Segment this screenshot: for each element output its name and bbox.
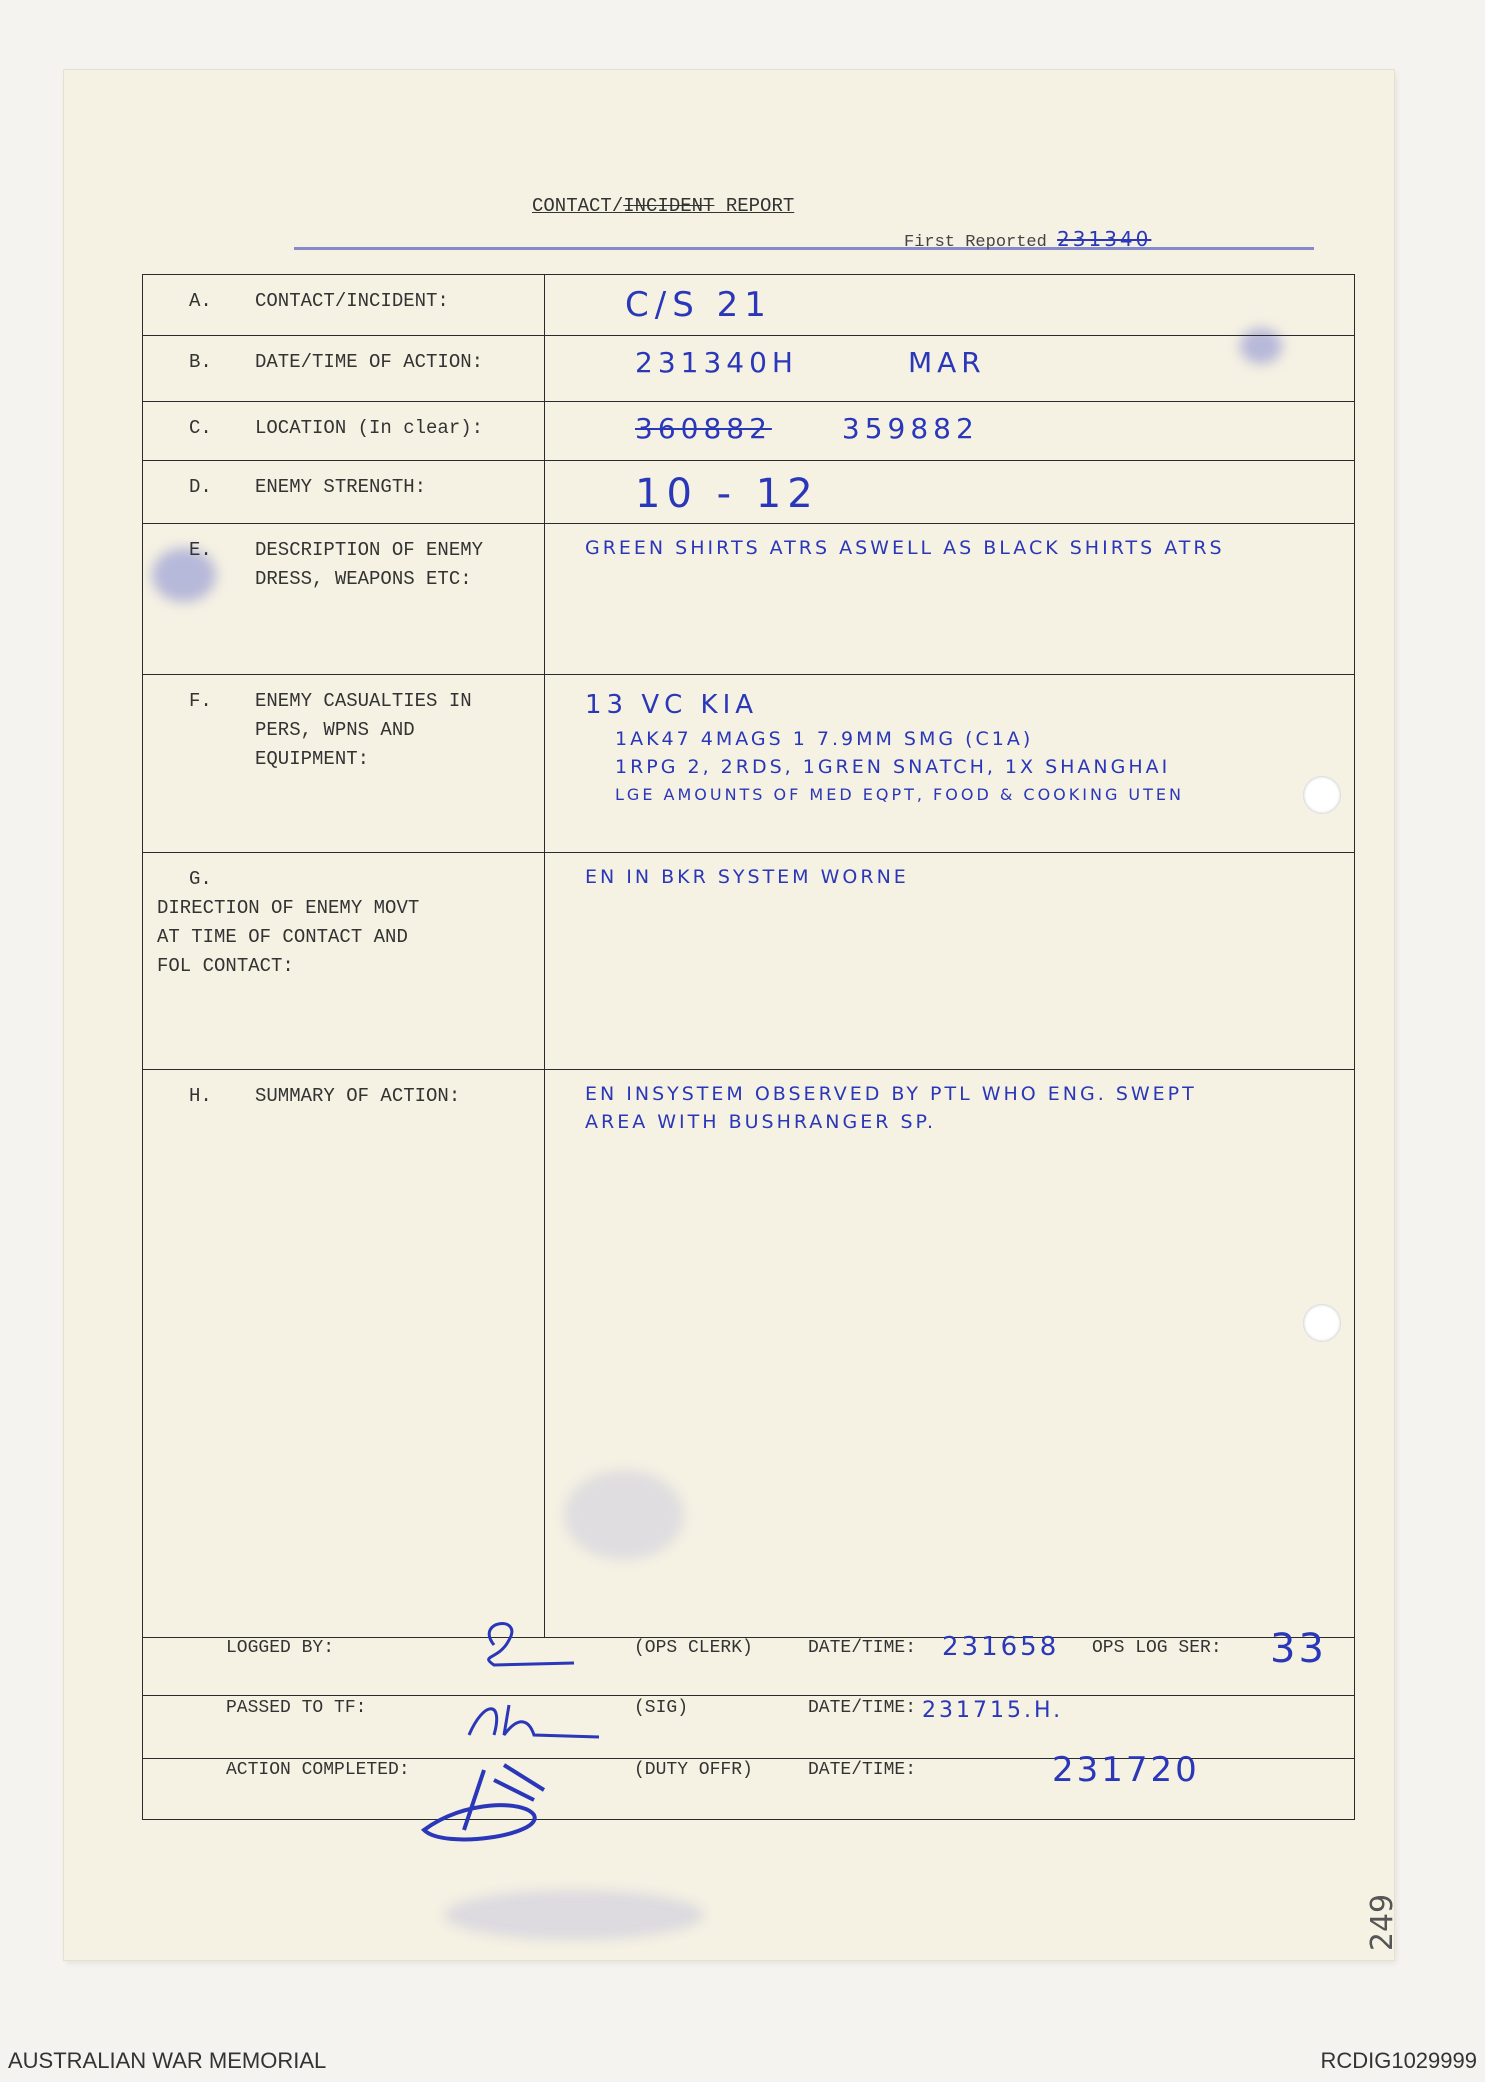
row-date-time: B. DATE/TIME OF ACTION: 231340H MAR [143, 335, 1355, 402]
description-value: GREEN SHIRTS ATRS ASWELL AS BLACK SHIRTS ATRS [585, 536, 1225, 559]
logged-by-label: LOGGED BY: [226, 1638, 335, 1658]
ink-blot [444, 1890, 704, 1940]
row-label: DESCRIPTION OF ENEMY DRESS, WEAPONS ETC: [255, 538, 484, 590]
sig-signature [464, 1695, 604, 1745]
casualties-line: 13 VC KIA [585, 690, 759, 721]
direction-value: EN IN BKR SYSTEM WORNE [585, 865, 909, 888]
ops-log-ser: 33 [1270, 1626, 1327, 1672]
enemy-strength-value: 10 - 12 [635, 470, 819, 517]
page-title: CONTACT/INCIDENT REPORT [532, 195, 795, 217]
row-label: DIRECTION OF ENEMY MOVT AT TIME OF CONTACT AND FOL CONTACT: [157, 896, 420, 977]
archive-caption-left: AUSTRALIAN WAR MEMORIAL [8, 2048, 327, 2073]
summary-line: EN INSYSTEM OBSERVED BY PTL WHO ENG. SWEPT [585, 1083, 1197, 1106]
row-label: SUMMARY OF ACTION: [255, 1085, 461, 1108]
completed-time: 231720 [1052, 1750, 1200, 1790]
month-value: MAR [907, 345, 986, 379]
action-completed-label: ACTION COMPLETED: [226, 1760, 410, 1780]
row-enemy-strength: D. ENEMY STRENGTH: 10 - 12 [143, 460, 1355, 523]
location-value: 359882 [841, 412, 979, 446]
report-form [142, 274, 1355, 1820]
archive-caption-right: RCDIG1029999 [1320, 2048, 1477, 2073]
row-label: DATE/TIME OF ACTION: [255, 350, 484, 373]
casualties-line: 1RPG 2, 2RDS, 1GREN SNATCH, 1X SHANGHAI [615, 756, 1171, 779]
row-location: C. LOCATION (In clear): 360882 359882 [143, 402, 1355, 461]
passed-to-row [142, 1698, 1354, 1758]
date-time-label: DATE/TIME: [808, 1638, 917, 1658]
passed-time: 231715.H. [922, 1698, 1064, 1723]
row-label: CONTACT/INCIDENT: [255, 290, 449, 312]
ops-clerk-signature [464, 1615, 584, 1675]
row-contact: A. CONTACT/INCIDENT: C/S 21 [143, 275, 1355, 336]
row-description: E. DESCRIPTION OF ENEMY DRESS, WEAPONS ETC: GREEN SHIRTS ATRS ASWELL AS BLACK SHIRTS ATRS [143, 523, 1355, 675]
duty-offr-label: (DUTY OFFR) [634, 1760, 753, 1780]
punch-hole [1303, 776, 1341, 814]
handwritten-strikeline [294, 247, 1314, 250]
casualties-line: 1AK47 4MAGS 1 7.9MM SMG (C1A) [615, 728, 1034, 751]
row-label: LOCATION (In clear): [255, 417, 484, 440]
page-number: 249 [1365, 1893, 1401, 1952]
row-label: ENEMY STRENGTH: [255, 475, 427, 498]
first-reported-label: First Reported [904, 233, 1047, 252]
row-summary: H. SUMMARY OF ACTION: EN INSYSTEM OBSERVED BY PTL WHO ENG. SWEPT AREA WITH BUSHRANGER SP. [143, 1070, 1355, 1638]
action-completed-row [142, 1750, 1354, 1820]
ops-clerk-label: (OPS CLERK) [634, 1638, 753, 1658]
row-direction: G.DIRECTION OF ENEMY MOVT AT TIME OF CONTACT AND FOL CONTACT: EN IN BKR SYSTEM WORNE [143, 852, 1355, 1069]
casualties-line: LGE AMOUNTS OF MED EQPT, FOOD & COOKING UTEN [615, 785, 1184, 805]
contact-value: C/S 21 [625, 285, 772, 325]
sig-label: (SIG) [634, 1698, 689, 1718]
summary-line: AREA WITH BUSHRANGER SP. [585, 1111, 937, 1134]
logged-time: 231658 [942, 1632, 1060, 1662]
punch-hole [1303, 1304, 1341, 1342]
date-time-value: 231340H [635, 345, 798, 379]
duty-offr-signature [404, 1760, 574, 1850]
date-time-label: DATE/TIME: [808, 1698, 917, 1718]
document-page [64, 70, 1401, 1960]
row-casualties: F. ENEMY CASUALTIES IN PERS, WPNS AND EQUIPMENT: 13 VC KIA 1AK47 4MAGS 1 7.9MM SMG (C1A) 1RPG 2, 2RDS, 1GREN SNATCH, 1X SHANGHAI LGE AMOUNTS OF MED EQPT, FOOD & COOKING UTEN [143, 675, 1355, 853]
logged-by-row [142, 1626, 1354, 1698]
first-reported-value: 231340 [1057, 227, 1152, 251]
row-label: ENEMY CASUALTIES IN PERS, WPNS AND EQUIPMENT: [255, 690, 472, 771]
location-struck-value: 360882 [635, 412, 772, 446]
first-reported [904, 227, 1151, 252]
date-time-label: DATE/TIME: [808, 1760, 917, 1780]
passed-to-label: PASSED TO TF: [226, 1698, 367, 1718]
ops-log-ser-label: OPS LOG SER: [1092, 1638, 1222, 1658]
